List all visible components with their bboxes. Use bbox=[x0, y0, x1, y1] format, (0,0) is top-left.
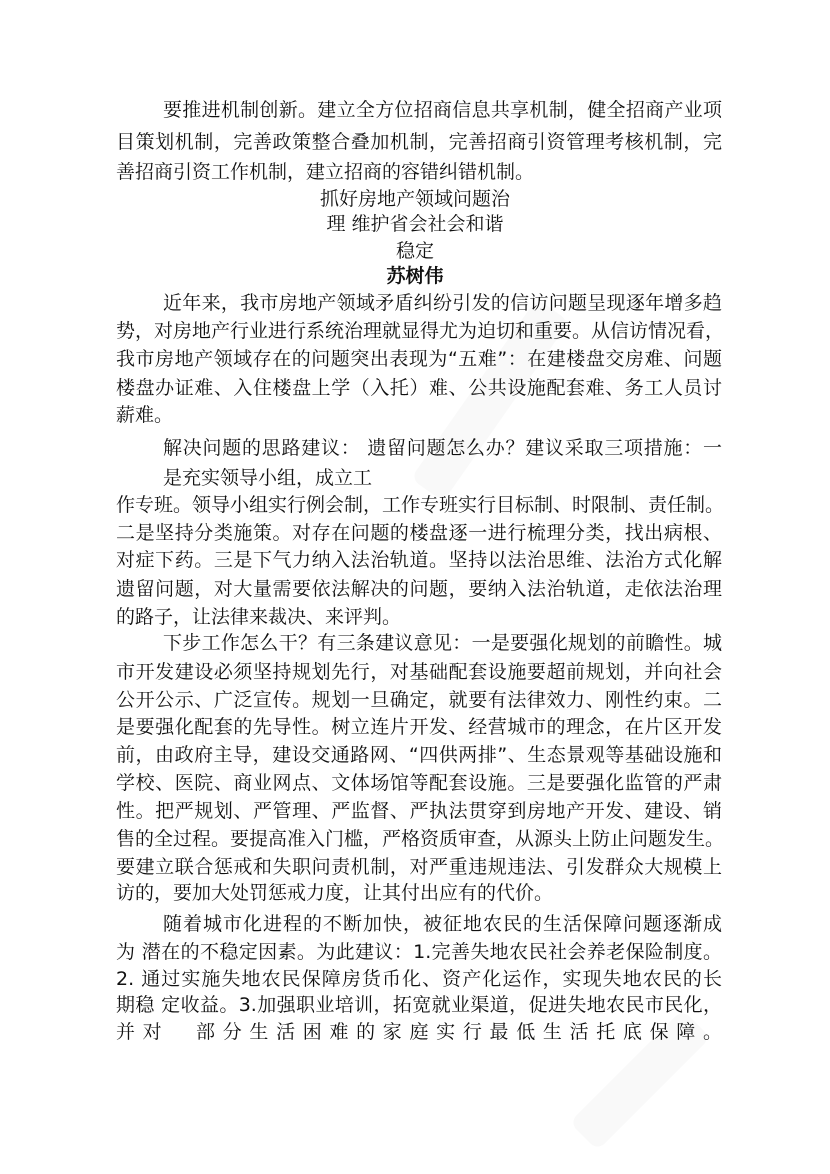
paragraph-line: 我市房地产领域存在的问题突出表现为“五难”：在建楼盘交房难、问题 bbox=[116, 348, 722, 370]
paragraph-line: 2. 通过实施失地农民保障房货币化、资产化运作，实现失地农民的长 bbox=[116, 968, 722, 990]
paragraph-line: 二是坚持分类施策。对存在问题的楼盘逐一进行梳理分类，找出病根、 bbox=[116, 522, 722, 544]
paragraph-line: 学校、医院、商业网点、文体场馆等配套设施。三是要强化监管的严肃 bbox=[116, 772, 722, 794]
paragraph-line: 下步工作怎么干？有三条建议意见：一是要强化规划的前瞻性。城 bbox=[163, 632, 722, 654]
article-title-line: 理 维护省会社会和谐 bbox=[326, 213, 504, 235]
paragraph-line: 前，由政府主导，建设交通路网、“四供两排”、生态景观等基础设施和 bbox=[116, 744, 722, 766]
paragraph-line: 作专班。领导小组实行例会制，工作专班实行目标制、时限制、责任制。 bbox=[116, 494, 725, 516]
paragraph-line: 随着城市化进程的不断加快，被征地农民的生活保障问题逐渐成 bbox=[163, 913, 722, 935]
paragraph-line: 是充实领导小组，成立工 bbox=[163, 467, 373, 489]
article-title-line: 抓好房地产领域问题治 bbox=[319, 188, 510, 210]
paragraph-line: 势，对房地产行业进行系统治理就显得尤为迫切和重要。从信访情况看， bbox=[116, 320, 725, 342]
paragraph-line: 并对 部分生活困难的家庭实行最低生活托底保障。 bbox=[116, 1021, 722, 1043]
paragraph-line: 售的全过程。要提高准入门槛，严格资质审查，从源头上防止问题发生。 bbox=[116, 828, 725, 850]
paragraph-line: 的路子，让法律来裁决、来评判。 bbox=[116, 606, 402, 628]
paragraph-line: 楼盘办证难、入住楼盘上学（入托）难、公共设施配套难、务工人员讨 bbox=[116, 377, 722, 399]
paragraph-line: 遗留问题，对大量需要依法解决的问题，要纳入法治轨道，走依法治理 bbox=[116, 578, 722, 600]
paragraph-line: 访的，要加大处罚惩戒力度，让其付出应有的代价。 bbox=[116, 882, 554, 904]
paragraph-line: 对症下药。三是下气力纳入法治轨道。坚持以法治思维、法治方式化解 bbox=[116, 549, 722, 571]
paragraph-line: 公开公示、广泛宣传。规划一旦确定，就要有法律效力、刚性约束。二 bbox=[116, 689, 722, 711]
paragraph-line: 目策划机制，完善政策整合叠加机制，完善招商引资管理考核机制，完 bbox=[116, 131, 722, 153]
paragraph-line: 性。把严规划、严管理、严监督、严执法贯穿到房地产开发、建设、销 bbox=[116, 800, 722, 822]
paragraph-line: 解决问题的思路建议： 遗留问题怎么办？建议采取三项措施：一 bbox=[163, 437, 722, 459]
paragraph-line: 市开发建设必须坚持规划先行，对基础配套设施要超前规划，并向社会 bbox=[116, 661, 722, 683]
paragraph-line: 期稳 定收益。3.加强职业培训，拓宽就业渠道，促进失地农民市民化， bbox=[116, 994, 722, 1016]
paragraph-line: 为 潜在的不稳定因素。为此建议：1.完善失地农民社会养老保险制度。 bbox=[116, 941, 722, 963]
paragraph-line: 薪难。 bbox=[116, 404, 174, 426]
paragraph-line: 是要强化配套的先导性。树立连片开发、经营城市的理念，在片区开发 bbox=[116, 716, 722, 738]
paragraph-line: 要推进机制创新。建立全方位招商信息共享机制，健全招商产业项 bbox=[163, 99, 722, 121]
paragraph-line: 要建立联合惩戒和失职问责机制，对严重违规违法、引发群众大规模上 bbox=[116, 856, 722, 878]
author-name: 苏树伟 bbox=[386, 265, 444, 287]
paragraph-line: 善招商引资工作机制，建立招商的容错纠错机制。 bbox=[116, 161, 535, 183]
article-title-line: 稳定 bbox=[395, 240, 434, 262]
paragraph-line: 近年来，我市房地产领域矛盾纠纷引发的信访问题呈现逐年增多趋 bbox=[163, 292, 722, 314]
